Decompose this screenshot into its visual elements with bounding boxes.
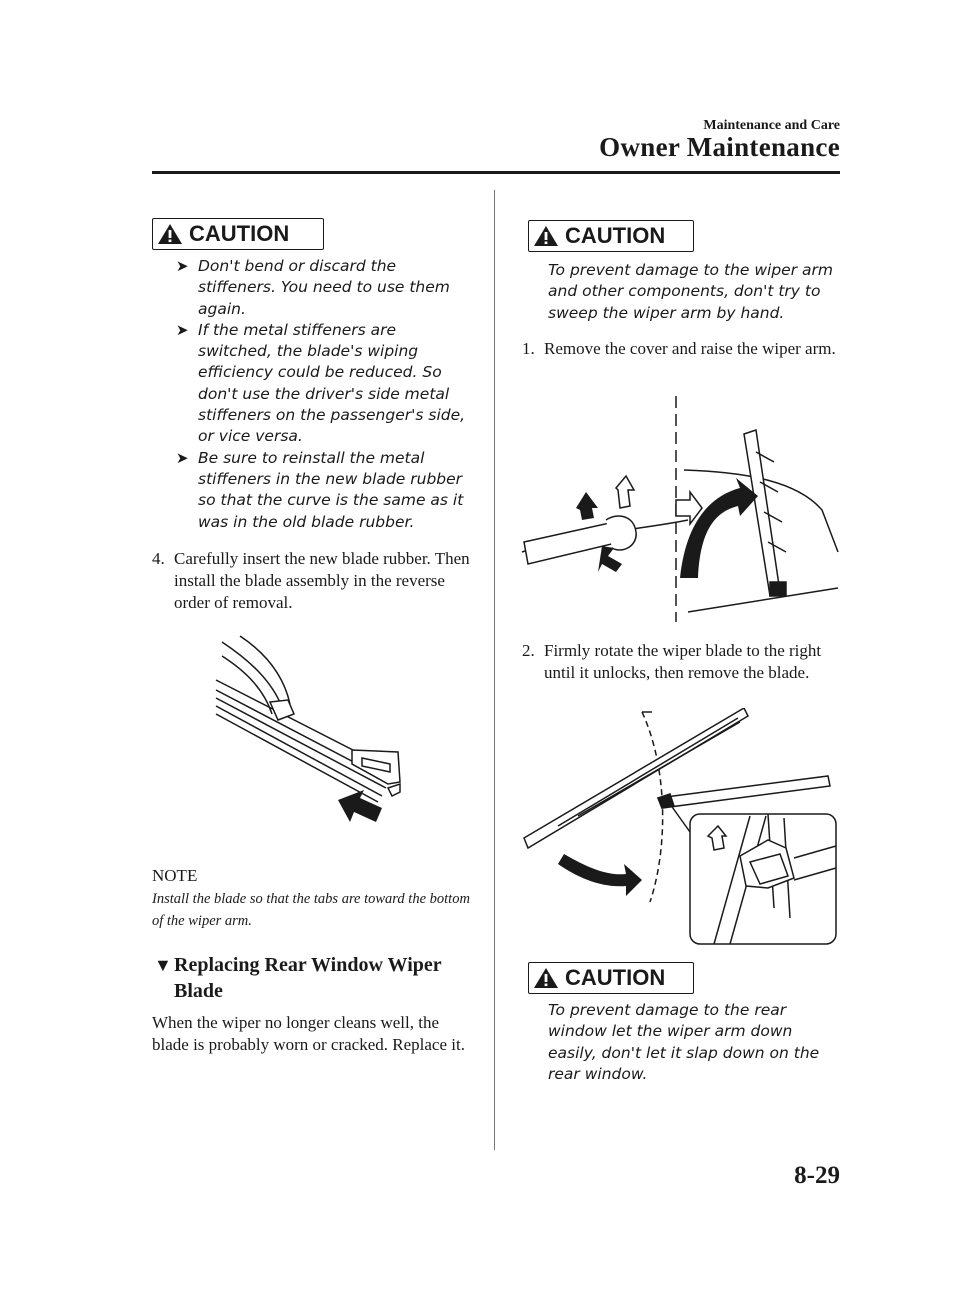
- remove-blade-illustration: [518, 708, 840, 948]
- caution-bullet-text: Be sure to reinstall the metal stiffeners in the new blade rubber so that the curve is the same as it was in the old blade rubber.: [198, 448, 464, 531]
- step-4: [152, 548, 472, 614]
- note-text: Install the blade so that the tabs are toward the bottom of the wiper arm.: [152, 891, 470, 929]
- step-1: [522, 338, 840, 360]
- down-triangle-icon: ▼: [154, 955, 172, 975]
- step-text: Firmly rotate the wiper blade to the right until it unlocks, then remove the blade.: [544, 641, 822, 682]
- caution-bullet-text: Don't bend or discard the stiffeners. You need to use them again.: [198, 257, 450, 318]
- section-label: Maintenance and Care: [703, 118, 840, 133]
- caution-badge: [152, 218, 324, 250]
- step-number: 2.: [522, 641, 535, 660]
- caution-label: CAUTION: [565, 223, 666, 248]
- caution-label: CAUTION: [189, 221, 290, 246]
- caution-label: CAUTION: [565, 965, 666, 990]
- step-number: 4.: [152, 549, 165, 568]
- column-divider: [494, 190, 495, 1150]
- caution-text: To prevent damage to the rear window let the wiper arm down easily, don't let it slap down on the rear window.: [548, 1001, 820, 1083]
- arrowhead-bullet-icon: ➤: [176, 448, 189, 467]
- raise-wiper-arm-illustration: [518, 392, 840, 626]
- step-2: [522, 640, 840, 684]
- page-title: Owner Maintenance: [599, 132, 840, 162]
- blade-insert-illustration: [212, 632, 412, 832]
- warning-triangle-icon: [533, 225, 559, 247]
- caution-bullet: [174, 448, 474, 533]
- section-subheading: [154, 952, 474, 1004]
- caution-bullet: [174, 320, 474, 448]
- header-rule: [152, 171, 840, 174]
- caution-text: To prevent damage to the wiper arm and other components, don't try to sweep the wiper arm by hand.: [548, 261, 833, 322]
- caution-badge: [528, 962, 694, 994]
- caution-bullet: [174, 256, 474, 320]
- arrowhead-bullet-icon: ➤: [176, 320, 189, 339]
- subheading-text: Replacing Rear Window Wiper Blade: [174, 954, 442, 1002]
- step-number: 1.: [522, 339, 535, 358]
- caution-bullets: [174, 256, 474, 533]
- replace-paragraph: When the wiper no longer cleans well, the blade is probably worn or cracked. Replace it.: [152, 1013, 465, 1054]
- page-number: 8-29: [794, 1162, 840, 1189]
- caution-bullet-text: If the metal stiffeners are switched, the blade's wiping efficiency could be reduced. So don't use the driver's side metal stiffeners on the passenger's side, or vice versa.: [198, 320, 466, 446]
- arrowhead-bullet-icon: ➤: [176, 257, 189, 275]
- warning-triangle-icon: [533, 967, 559, 989]
- caution-badge: [528, 220, 694, 252]
- step-text: Carefully insert the new blade rubber. Then install the blade assembly in the reverse order of removal.: [174, 549, 470, 612]
- step-text: Remove the cover and raise the wiper arm.: [544, 339, 836, 358]
- note-label: NOTE: [152, 866, 198, 885]
- warning-triangle-icon: [157, 223, 183, 245]
